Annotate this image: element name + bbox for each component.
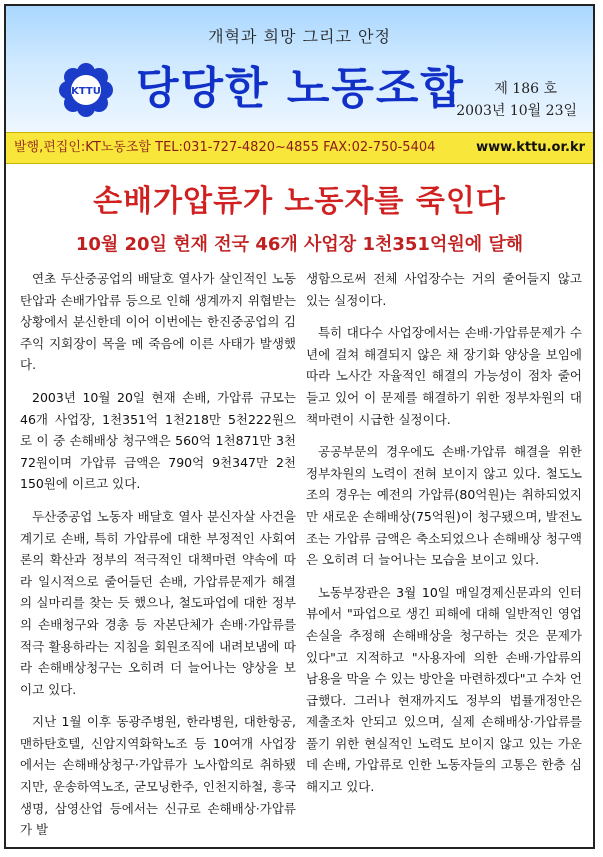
publisher-info: 발행,편집인:KT노동조합 TEL:031-727-4820~4855 FAX:02-750-5404: [14, 140, 436, 155]
article-headline: 손배가압류가 노동자를 죽인다: [93, 184, 506, 219]
logo-text: KTTU: [71, 86, 101, 97]
paragraph: 생함으로써 전체 사업장수는 거의 줄어들지 않고 있는 실정이다.: [306, 271, 582, 308]
paragraph: 특히 대다수 사업장에서는 손배·가압류문제가 수년에 걸쳐 해결되지 않은 채 장기화 양상을 보임에 따라 노사간 자율적인 해결의 가능성이 점차 줄어들고 있어 이 문제를 해결하기 위한 정부차원의 대책마련이 시급한 실정이다.: [306, 325, 582, 427]
kttu-logo: [58, 62, 114, 118]
newsletter-title: 당당한 노동조합: [136, 63, 465, 114]
paragraph: 2003년 10월 20일 현재 손배, 가압류 규모는 46개 사업장, 1천351억 1천218만 5천222원으로 이 중 손해배상 청구액은 560억 1천871만 3천72원이며 가압류 금액은 790억 9천347만 2천150원에 이르고 있다.: [20, 389, 296, 492]
paragraph: 연초 두산중공업의 배달호 열사가 살인적인 노동탄압과 손배가압류 등으로 인해 생계까지 위협받는 상황에서 분신한데 이어 이번에는 한진중공업의 김주익 지회장이 목을 메 죽음에 이른 사태가 발생했다.: [20, 271, 296, 373]
issue-date: 2003년 10월 23일: [456, 103, 577, 119]
article-subheadline: 10월 20일 현재 전국 46개 사업장 1천351억원에 달해: [75, 234, 524, 255]
paragraph: 공공부문의 경우에도 손배·가압류 해결을 위한 정부차원의 노력이 전혀 보이지 않고 있다. 철도노조의 경우는 예전의 가압류(80억원)는 취하되었지만 새로운 손해배상(75억원)이 청구됐으며, 발전노조는 가압류 금액은 축소되었으나 손해배상 청구액은 오히려 더 늘어나는 모습을 보이고 있다.: [306, 444, 582, 568]
article-column-right: [306, 268, 582, 809]
paragraph: 두산중공업 노동자 배달호 열사 분신자살 사건을 계기로 손배, 특히 가압류에 대한 부정적인 사회여론의 확산과 정부의 적극적인 대책마련 약속에 따라 일시적으로 줄어들던 손배, 가압류문제가 해결의 실마리를 찾는 듯 했으나, 철도파업에 대한 정부의 손배청구와 경총 등 자본단체가 손배·가압류를 적극 활용하라는 지침을 회원조직에 내려보냄에 따라 손해배상청구는 오히려 더 늘어나는 양상을 보이고 있다.: [20, 508, 296, 697]
paragraph: 노동부장관은 3월 10일 매일경제신문과의 인터뷰에서 "파업으로 생긴 피해에 대해 일반적인 영업손실을 추정해 손해배상을 청구하는 것은 문제가 있다"고 지적하고 "사용자에 의한 손배·가압류의 남용을 막을 수 있는 방안을 마련하겠다"고 수차 언급했다. 그러나 현재까지도 정부의 법률개정안은 제출조차 안되고 있으며, 실제 손해배상·가압류를 풀기 위한 현실적인 노력도 보이지 않고 있는 가운데 손배, 가압류로 인한 노동자들의 고통은 한층 심해지고 있다.: [306, 584, 582, 795]
publisher-bar: [6, 132, 593, 164]
issue-number: 제 186 호: [494, 81, 557, 97]
website-link[interactable]: www.kttu.or.kr: [476, 140, 585, 155]
paragraph: 지난 1월 이후 동광주병원, 한라병원, 대한항공, 맨하탄호텔, 신암지역화학노조 등 10여개 사업장에서는 손해배상청구·가압류가 노사합의로 취하됐지만, 운송하역노조, 굳모닝한주, 인천지하철, 흥국생명, 삼영산업 등에서는 신규로 손해배상·가압류가 발: [20, 714, 296, 838]
newsletter-page: [4, 4, 595, 849]
masthead: [6, 6, 593, 132]
article-column-left: [20, 268, 296, 849]
slogan: 개혁과 희망 그리고 안정: [208, 27, 391, 46]
